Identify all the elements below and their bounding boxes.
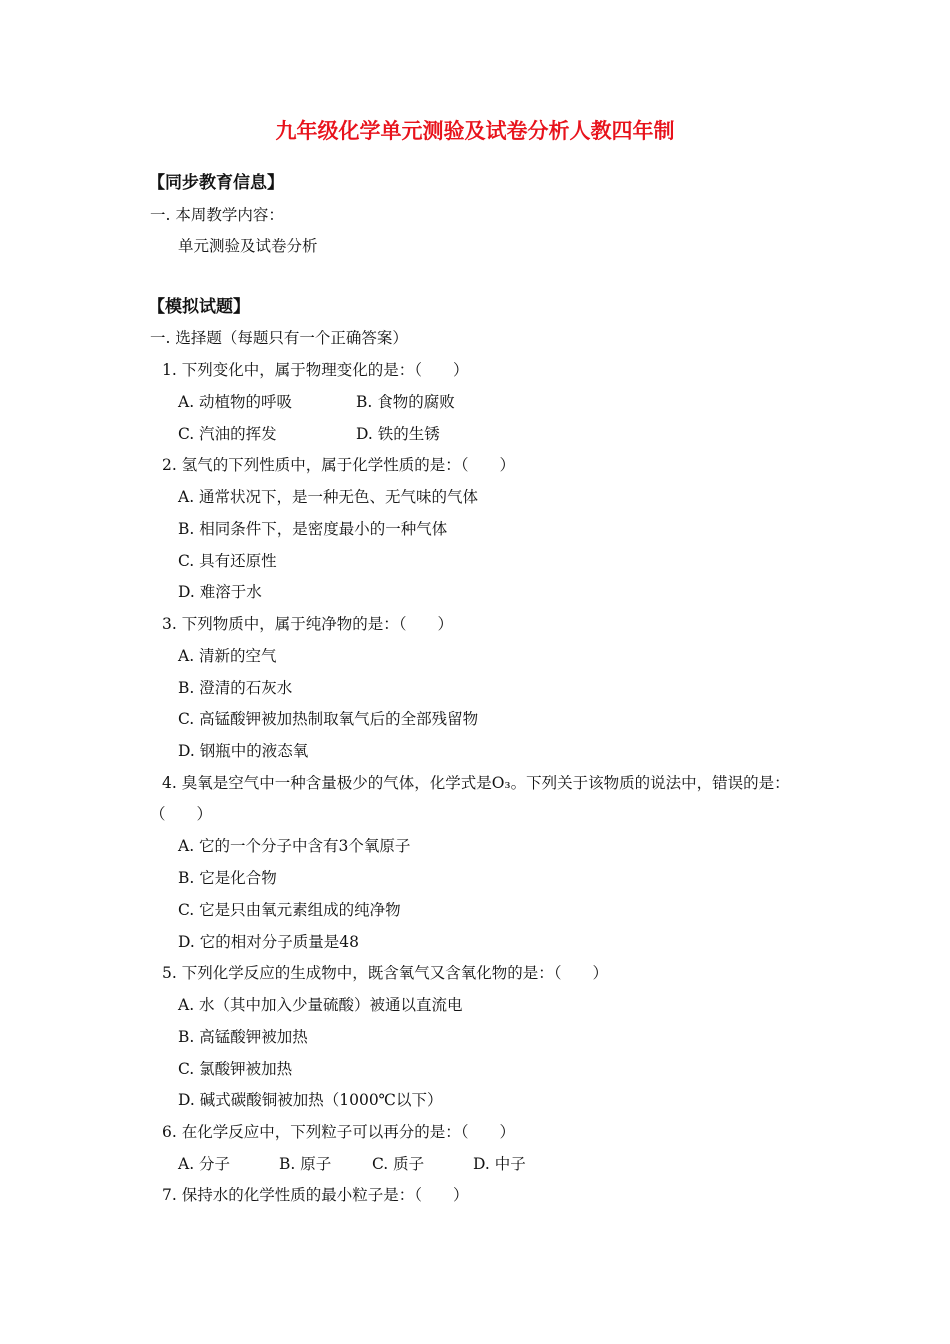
question-6-option-b: B. 原子 — [279, 1155, 332, 1173]
question-4-option-d: D. 它的相对分子质量是48 — [178, 933, 359, 951]
week-content-text: 单元测验及试卷分析 — [178, 237, 318, 255]
question-1-option-a: A. 动植物的呼吸 — [178, 393, 293, 411]
question-4-option-b: B. 它是化合物 — [178, 869, 277, 887]
question-2-option-a: A. 通常状况下，是一种无色、无气味的气体 — [178, 488, 479, 506]
question-6-option-d: D. 中子 — [473, 1155, 526, 1173]
question-3-option-b: B. 澄清的石灰水 — [178, 679, 293, 697]
part-one-heading: 一. 选择题（每题只有一个正确答案） — [150, 329, 408, 347]
question-6-option-c: C. 质子 — [372, 1155, 425, 1173]
question-7-stem: 7. 保持水的化学性质的最小粒子是：（ ） — [162, 1186, 469, 1204]
question-3-stem: 3. 下列物质中，属于纯净物的是：（ ） — [162, 615, 453, 633]
question-1-option-c: C. 汽油的挥发 — [178, 425, 277, 443]
question-2-stem: 2. 氢气的下列性质中，属于化学性质的是：（ ） — [162, 456, 515, 474]
question-1-option-b: B. 食物的腐败 — [356, 393, 455, 411]
question-3-option-a: A. 清新的空气 — [178, 647, 277, 665]
question-5-option-d: D. 碱式碳酸铜被加热（1000℃以下） — [178, 1091, 443, 1109]
question-2-option-c: C. 具有还原性 — [178, 552, 277, 570]
question-4-stem-continuation: （ ） — [150, 805, 213, 823]
question-3-option-c: C. 高锰酸钾被加热制取氧气后的全部残留物 — [178, 710, 479, 728]
question-5-option-c: C. 氯酸钾被加热 — [178, 1060, 293, 1078]
question-5-stem: 5. 下列化学反应的生成物中，既含氧气又含氧化物的是：（ ） — [162, 964, 608, 982]
question-1-stem: 1. 下列变化中，属于物理变化的是：（ ） — [162, 361, 469, 379]
question-4-stem: 4. 臭氧是空气中一种含量极少的气体，化学式是O₃。下列关于该物质的说法中，错误的是： — [162, 774, 790, 792]
question-4-option-a: A. 它的一个分子中含有3个氧原子 — [178, 837, 411, 855]
question-2-option-b: B. 相同条件下，是密度最小的一种气体 — [178, 520, 448, 538]
question-1-option-d: D. 铁的生锈 — [356, 425, 440, 443]
question-5-option-b: B. 高锰酸钾被加热 — [178, 1028, 308, 1046]
question-3-option-d: D. 钢瓶中的液态氧 — [178, 742, 309, 760]
question-6-option-a: A. 分子 — [178, 1155, 231, 1173]
question-2-option-d: D. 难溶于水 — [178, 583, 262, 601]
question-5-option-a: A. 水（其中加入少量硫酸）被通以直流电 — [178, 996, 463, 1014]
question-4-option-c: C. 它是只由氧元素组成的纯净物 — [178, 901, 401, 919]
document-title: 九年级化学单元测验及试卷分析人教四年制 — [275, 119, 675, 143]
section-heading-mock-test: 【模拟试题】 — [148, 297, 250, 317]
question-6-stem: 6. 在化学反应中，下列粒子可以再分的是：（ ） — [162, 1123, 515, 1141]
week-content-heading: 一. 本周教学内容： — [150, 206, 284, 224]
section-heading-sync-info: 【同步教育信息】 — [148, 173, 284, 193]
